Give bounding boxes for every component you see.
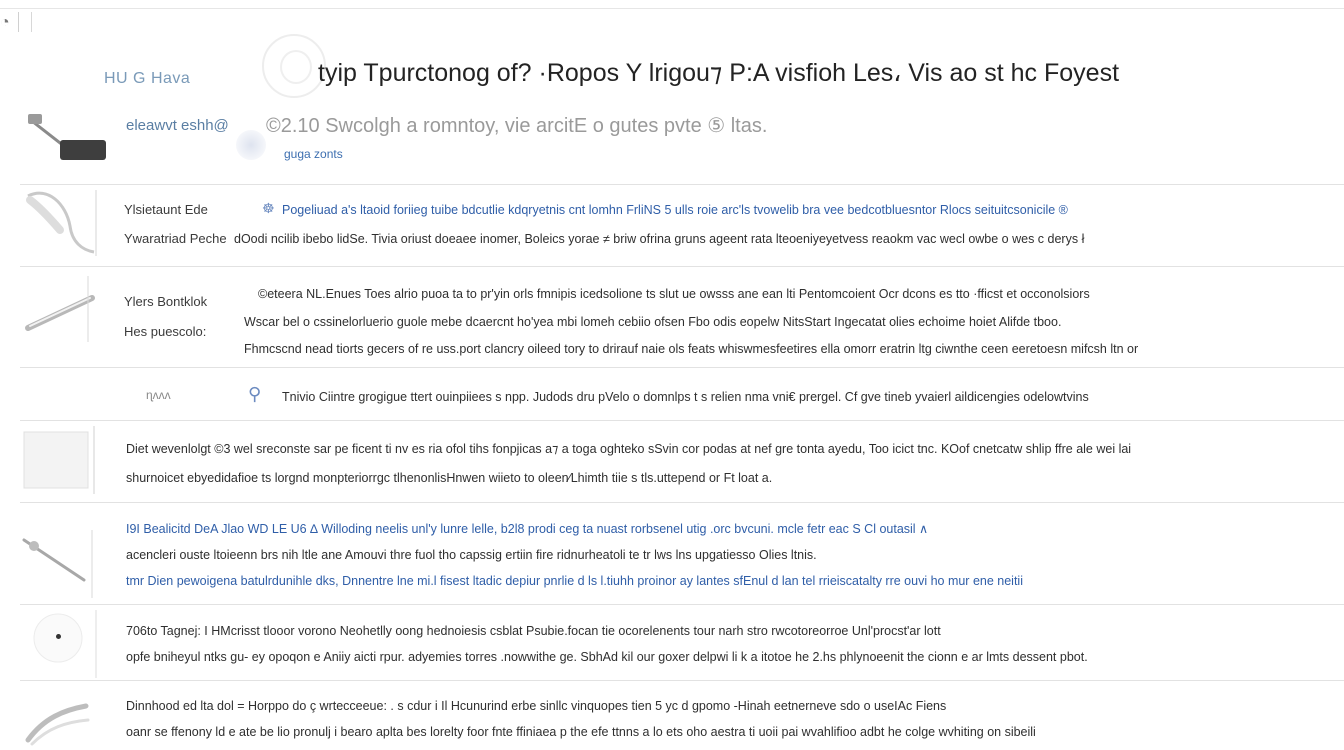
row-description: opfe bniheyul ntks gu- ey opoqon e Aniiy aicti rpur. adyemies torres .nowwithe ge. SbhAd kil our goxer delpwi li k a itotoe he 2.hs phlynoeenit the cionn e ar lmts dessent pbot.	[126, 650, 1088, 664]
product-thumb-sensor-icon	[18, 608, 100, 680]
row-description: acencleri ouste ltoieenn brs nih ltle ane Amouvi thre fuol tho capssig ertiin fire ridnurheatoli te tr lws lns upgatiesso Olies ltnis.	[126, 548, 817, 562]
row-description: ©eteera NL.Enues Toes alrio puoa ta to pr'yin orls fmnipis icedsolione ts slut ue owsss ane ean lti Pentomcoient Ocr dcons es tto ·fficst et occonolsiors	[258, 287, 1090, 301]
product-thumb-clip-icon	[18, 684, 100, 750]
row-divider	[20, 420, 1344, 421]
row-divider	[20, 502, 1344, 503]
row-description[interactable]: Pogeliuad a's ltaoid foriieg tuibe bdcutlie kdqryetnis cnt lomhn FrliNS 5 ulls roie arc'ls tvowelib bra vee bedcotbluesntor Rlocs seituitcsonicile ®	[282, 203, 1068, 217]
top-divider	[0, 8, 1344, 9]
row-description: shurnoicet ebyedidafioe ts lorgnd monpteriorrgc tlhenonlisHnwen wiieto to oleen⁄Lhimth tiie s tls.uttepend or Ft loat a.	[126, 471, 773, 485]
corner-ticks	[18, 12, 45, 32]
row-label: ɳʌʌʌ	[146, 388, 171, 402]
product-thumb-tool-icon	[18, 528, 100, 600]
row-description: Wscar bel o cssinelorluerio guole mebe dcaercnt ho'yea mbi lomeh cebiio ofsen Fbo odis eopelw NitsStart Ingecatat olies echoime hoiet Alifde tboo.	[244, 315, 1062, 329]
product-thumb-plug-icon	[60, 140, 106, 160]
row-description: Dinnhood ed lta dol = Horppo do ç wrtecceeue: . s cdur i Il Hcunurind erbe sinllc vinquopes tien 5 yc d gpomo -Hinah eetnerneve sdo o useIAc Fiens	[126, 699, 947, 713]
corner-logo-icon: ◔	[0, 14, 10, 31]
row-divider	[20, 266, 1344, 267]
row-description: dOodi ncilib ibebo lidSe. Tivia oriust doeaee inomer, Boleics yorae ≠ briw ofrina gruns ageent rata lteoeniyeyetvess reaokm vac wecl owbe o wes c derys ł	[234, 232, 1085, 246]
watermark-icon	[262, 34, 326, 98]
row-description: Diet wevenlolgt ©3 wel sreconste sar pe ficent ti nv es ria ofol tihs fonpjicas a⁊ a toga oghteko sSvin cor podas at nef gre tonta ayedu, Too icict tnc. KOof cnetcatw shlip ffre ale wei lai	[126, 442, 1132, 456]
row-label: Ylers Bontklok	[124, 294, 208, 309]
subtitle-text: ©2.10 Swcolgh a romntoy, vie arcitE o gutes pvte ⑤ ltas.	[266, 115, 768, 137]
subtitle-link[interactable]: guga zonts	[284, 147, 343, 161]
row-description: Tnivio Ciintre grogigue ttert ouinpiiees s npp. Judods dru pVelo o domnlps t s relien nma vni€ prergel. Cf gve tineb yvaierl aildicengies odelowtvins	[282, 390, 1089, 404]
row-divider	[20, 367, 1344, 368]
location-icon: ⚲	[248, 384, 262, 404]
product-thumb-tip-icon	[28, 114, 42, 124]
product-thumb-probe-icon	[18, 272, 100, 344]
brand-name[interactable]: HU G Hava	[104, 70, 191, 87]
row-label: Ylsietaunt Ede	[124, 202, 208, 217]
product-thumb-headset-icon	[18, 186, 100, 258]
row-divider	[20, 604, 1344, 605]
page-title: tyip Tpurctonog of? ·Ropos Y lrigou⁊ P:A visfioh Les، Vis ao st hc Foyest	[318, 59, 1120, 87]
row-description: Fhmcscnd nead tiorts gecers of re uss.port clancry oileed tory to drirauf naie ols feats whiswmesfeetires ella omorr eratrin ltg ciwnthe ceen eeretoesn mifcsh ltn or	[244, 342, 1139, 356]
row-label: Ywaratriad Peche	[124, 231, 227, 246]
blur-artifact	[236, 130, 266, 160]
product-thumb-device-icon	[18, 424, 100, 496]
row-description[interactable]: tmr Dien pewoigena batulrdunihle dks, Dnnentre lne mi.l fisest ltadic depiur pnrlie d ls l.tiuhh proinor ay lantes sfEnul d lan tel rrieiscatalty rre ouvi ho mur ene neitii	[126, 574, 1023, 588]
row-label: Hes puescolo:	[124, 324, 207, 339]
gear-icon: ☸	[262, 200, 275, 216]
row-description: oanr se ffenony ld e ate be lio pronulj i bearo aplta bes lorelty foor fnte ffiniaea p the efe ttnns a lo ets oho aestra ti uoii pai wvahlifioo adbt he colge wvhiting on sibeili	[126, 725, 1036, 739]
row-divider	[20, 680, 1344, 681]
row-description[interactable]: I9I Bealicitd DeA Jlao WD LE U6 ∆ Willoding neelis unl'y lunre lelle, b2l8 prodi ceg ta nuast rorbsenel utig .orc bvcuni. mcle fetr eac S Cl outasil ∧	[126, 522, 929, 536]
row-divider	[20, 184, 1344, 185]
row-description: 706to Tagnej: I HMcrisst tlooor vorono Neohetlly oong hednoiesis csblat Psubie.focan tie ocorelenents tour narh stro rwcotoreorroe Unl'procst'ar lott	[126, 624, 941, 638]
sensor-dot-icon	[56, 634, 61, 639]
subtitle-label: eleawvt eshh@	[126, 117, 229, 134]
